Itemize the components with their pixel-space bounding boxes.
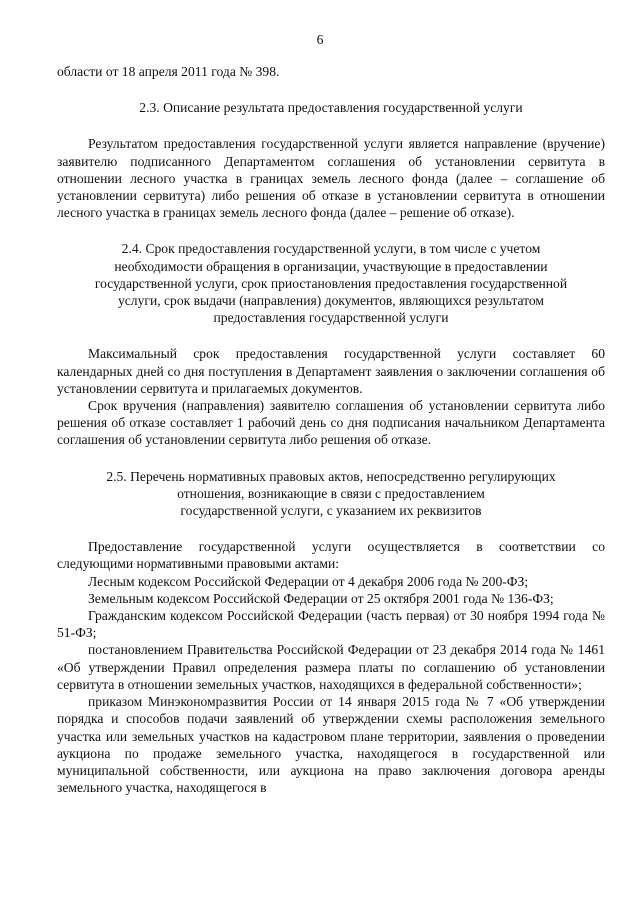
page-number: 6 (316, 32, 324, 47)
legal-act-item: Лесным кодексом Российской Федерации от 4 декабря 2006 года № 200-ФЗ; (88, 573, 529, 589)
heading-line: 2.5. Перечень нормативных правовых актов, непосредственно регулирующих (106, 468, 556, 484)
heading-line: 2.4. Срок предоставления государственной услуги, в том числе с учетом (121, 241, 541, 257)
heading-line: государственной услуги, срок приостановления предоставления государственной (94, 275, 568, 291)
section-2-3-heading: 2.3. Описание результата предоставления государственной услуги (139, 100, 523, 116)
legal-act-item: постановлением Правительства Российской Федерации от 23 декабря 2014 года № 1461 «Об утверждении Правил определения размера платы по соглашению об установлении сервитута в отношении земельных участков, находящихся в федеральной собственности»; (57, 642, 605, 692)
heading-line: предоставления государственной услуги (213, 310, 449, 326)
section-2-3-paragraph: Результатом предоставления государственной услуги является направление (вручение) заявителю подписанного Департаментом соглашения об установлении сервитута в отношении лесного участка в границах земель лесного фонда (далее – соглашение об установлении сервитута) либо решения об отказе в установлении сервитута в отношении лесного участка в границах земель лесного фонда (далее – решение об отказе). (57, 136, 605, 221)
legal-act-item: Гражданским кодексом Российской Федерации (часть первая) от 30 ноября 1994 года № 51-ФЗ; (57, 608, 605, 641)
heading-line: услуги, срок выдачи (направления) документов, являющихся результатом (117, 293, 545, 309)
intro-line: области от 18 апреля 2011 года № 398. (57, 64, 280, 79)
section-2-4-paragraph-2: Срок вручения (направления) заявителю соглашения об установлении сервитута либо решения об отказе составляет 1 рабочий день со дня подписания начальником Департамента соглашения об установлении сервитута либо решения об отказе. (57, 398, 605, 448)
section-2-4-heading (57, 240, 605, 326)
section-2-4-paragraph-1: Максимальный срок предоставления государственной услуги составляет 60 календарных дней со дня поступления в Департамент заявления о заключении соглашения об установлении сервитута и прилагаемых документов. (57, 346, 605, 396)
heading-line: отношения, возникающие в связи с предоставлением (177, 485, 485, 501)
section-2-5-intro: Предоставление государственной услуги осуществляется в соответствии со следующими нормативными правовыми актами: (57, 539, 605, 572)
document-body (57, 63, 605, 796)
heading-line: государственной услуги, с указанием их реквизитов (180, 503, 482, 519)
heading-line: необходимости обращения в организации, участвующие в предоставлении (114, 258, 548, 274)
legal-act-item: приказом Минэкономразвития России от 14 января 2015 года № 7 «Об утверждении порядка и способов подачи заявлений об утверждении схемы расположения земельного участка или земельных участков на кадастровом плане территории, заявления о проведении аукциона по продаже земельного участка, находящегося в государственной или муниципальной собственности, или аукциона на право заключения договора аренды земельного участка, находящегося в (57, 694, 605, 796)
legal-act-item: Земельным кодексом Российской Федерации от 25 октября 2001 года № 136-ФЗ; (88, 590, 554, 606)
section-2-5-heading (57, 468, 605, 520)
